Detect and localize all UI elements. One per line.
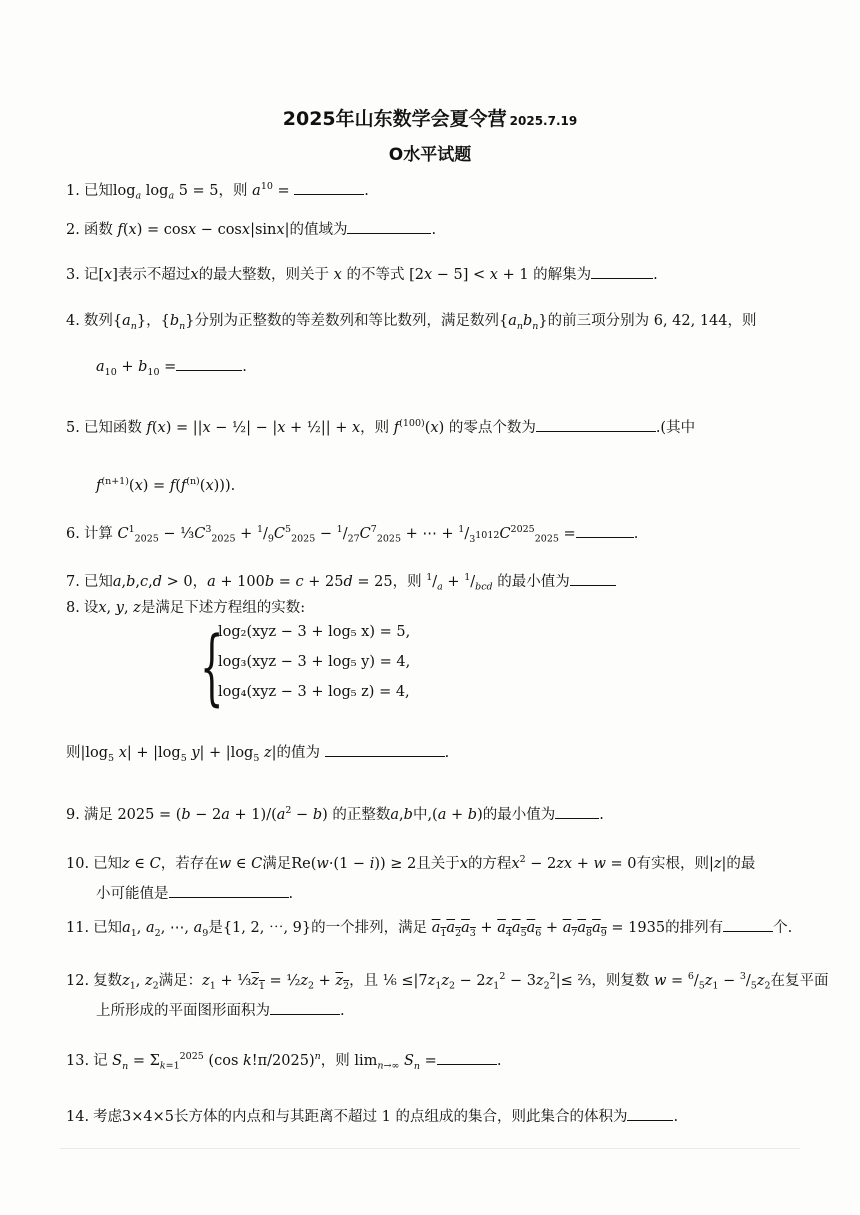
question-number: 6. bbox=[66, 525, 80, 542]
question-number: 10. bbox=[66, 855, 90, 872]
question-12-continuation: 上所形成的平面图形面积为 . bbox=[96, 1000, 345, 1022]
question-8-continuation: 则$|\log_5$ $x| + |\log_5$ $y| + |\log_5$ z|的值为 . bbox=[66, 742, 806, 770]
left-brace-icon: { bbox=[200, 620, 224, 715]
question-number: 14. bbox=[66, 1109, 90, 1125]
question-number: 7. bbox=[66, 573, 80, 590]
exam-date: 2025.7.19 bbox=[509, 114, 578, 128]
page-divider bbox=[60, 1148, 800, 1149]
question-14: 14. 考虑3×4×5长方体的内点和与其距离不超过 1 的点组成的集合，则此集合的体积为 . bbox=[66, 1106, 806, 1128]
question-6: 6. 计算 $C^1_{2025}$ − $\frac{1}{3}C^3_{2025} + ^1/_9C^5_{2025} - ^1/_{27}C^7_{2025}$ + ⋯ + $^1/_{3^{1012}}C^{2025}_{2025}$ = . bbox=[66, 524, 639, 545]
equation-3: log₄(xyz − 3 + log₅ z) = 4, bbox=[218, 684, 410, 700]
question-2: 2. 函数 f(x) = cosx − cosx|sinx|的值域为 . bbox=[66, 219, 806, 241]
question-5-continuation: $f^{(n+1)}(x) = f(f^{(n)}(x))$). bbox=[96, 476, 236, 494]
exam-title-row bbox=[0, 104, 860, 131]
question-7: 7. 已知a,b,c,d > 0，a + 100b = c + 25d = 25，则 $^1/_a + ^1/_{bcd}$ 的最小值为 bbox=[66, 567, 806, 599]
question-1: 1. 已知$\log_a \log_a 5 = 5$，则 $a^{10}$ = . bbox=[66, 181, 369, 202]
equation-system bbox=[200, 620, 460, 720]
exam-title: 2025年山东数学会夏令营 bbox=[282, 108, 507, 130]
question-4-continuation: $a_{10} + b_{10}$ = . bbox=[96, 356, 247, 384]
equation-1: log₂(xyz − 3 + log₅ x) = 5, bbox=[218, 624, 411, 640]
question-number: 8. bbox=[66, 600, 80, 616]
equation-2: log₃(xyz − 3 + log₅ y) = 4, bbox=[218, 654, 411, 670]
question-3: 3. 记[x]表示不超过x的最大整数，则关于 x 的不等式 [2x − 5] < x + 1 的解集为 . bbox=[66, 264, 806, 286]
question-number: 12. bbox=[66, 972, 90, 989]
exam-subtitle: O水平试题 bbox=[388, 145, 472, 165]
question-10-continuation: 小可能值是 . bbox=[96, 883, 293, 905]
question-13: 13. 记 $S_n = \Sigma_{k=1}^{2025}$ (cos k!π/2025)$^n$，则 $\lim_{n\to\infty} S_n$ = . bbox=[66, 1051, 502, 1072]
question-number: 3. bbox=[66, 267, 80, 283]
question-number: 11. bbox=[66, 920, 90, 936]
question-number: 2. bbox=[66, 222, 80, 238]
question-8: 8. 设x, y, z是满足下述方程组的实数: bbox=[66, 600, 306, 616]
question-11: 11. 已知$a_1$, $a_2$, ⋯, $a_9$是{1, 2, ⋯, 9}的一个排列，满足 $a_1a_2a_3 + a_4a_5a_6 + a_7a_8a_9 = 1935$的排列有 个. bbox=[66, 917, 806, 945]
question-number: 5. bbox=[66, 419, 80, 436]
question-4: 4. 数列$\{a_n\}$，$\{b_n\}$分别为正整数的等差数列和等比数列，满足数列$\{a_nb_n\}$的前三项分别为 6, 42, 144，则 bbox=[66, 313, 757, 332]
question-number: 4. bbox=[66, 313, 80, 329]
question-10: 10. 已知z ∈ C，若存在w ∈ C满足Re(w·(1 − i)) ≥ 2且关于x的方程$x^2 - 2zx + w = 0$有实根，则|z|的最 bbox=[66, 854, 756, 872]
question-number: 13. bbox=[66, 1052, 90, 1069]
question-12: 12. 复数$z_1$, $z_2$满足：$z_1$ + $\frac{1}{3}z_1$ = $\frac{1}{2}z_2 + z_2$，且 ⅙ $\le|7z_1z_2 - 2z_1^2 - 3z_2^2|\le$ ⅔，则复数 $w = ^6/_5z_1 - ^3/_5z_2$在复平面 bbox=[66, 971, 829, 992]
question-number: 1. bbox=[66, 182, 80, 199]
question-9: 9. 满足 $2025 = (b - 2a + 1)/(a^2 - b)$ 的正整数a,b中,(a + b)的最小值为 . bbox=[66, 805, 604, 823]
question-5: 5. 已知函数 f(x) = ||x − ½| − |x + ½|| + x，则 $f^{(100)}(x)$ 的零点个数为 .(其中 bbox=[66, 418, 696, 436]
question-number: 9. bbox=[66, 806, 80, 823]
